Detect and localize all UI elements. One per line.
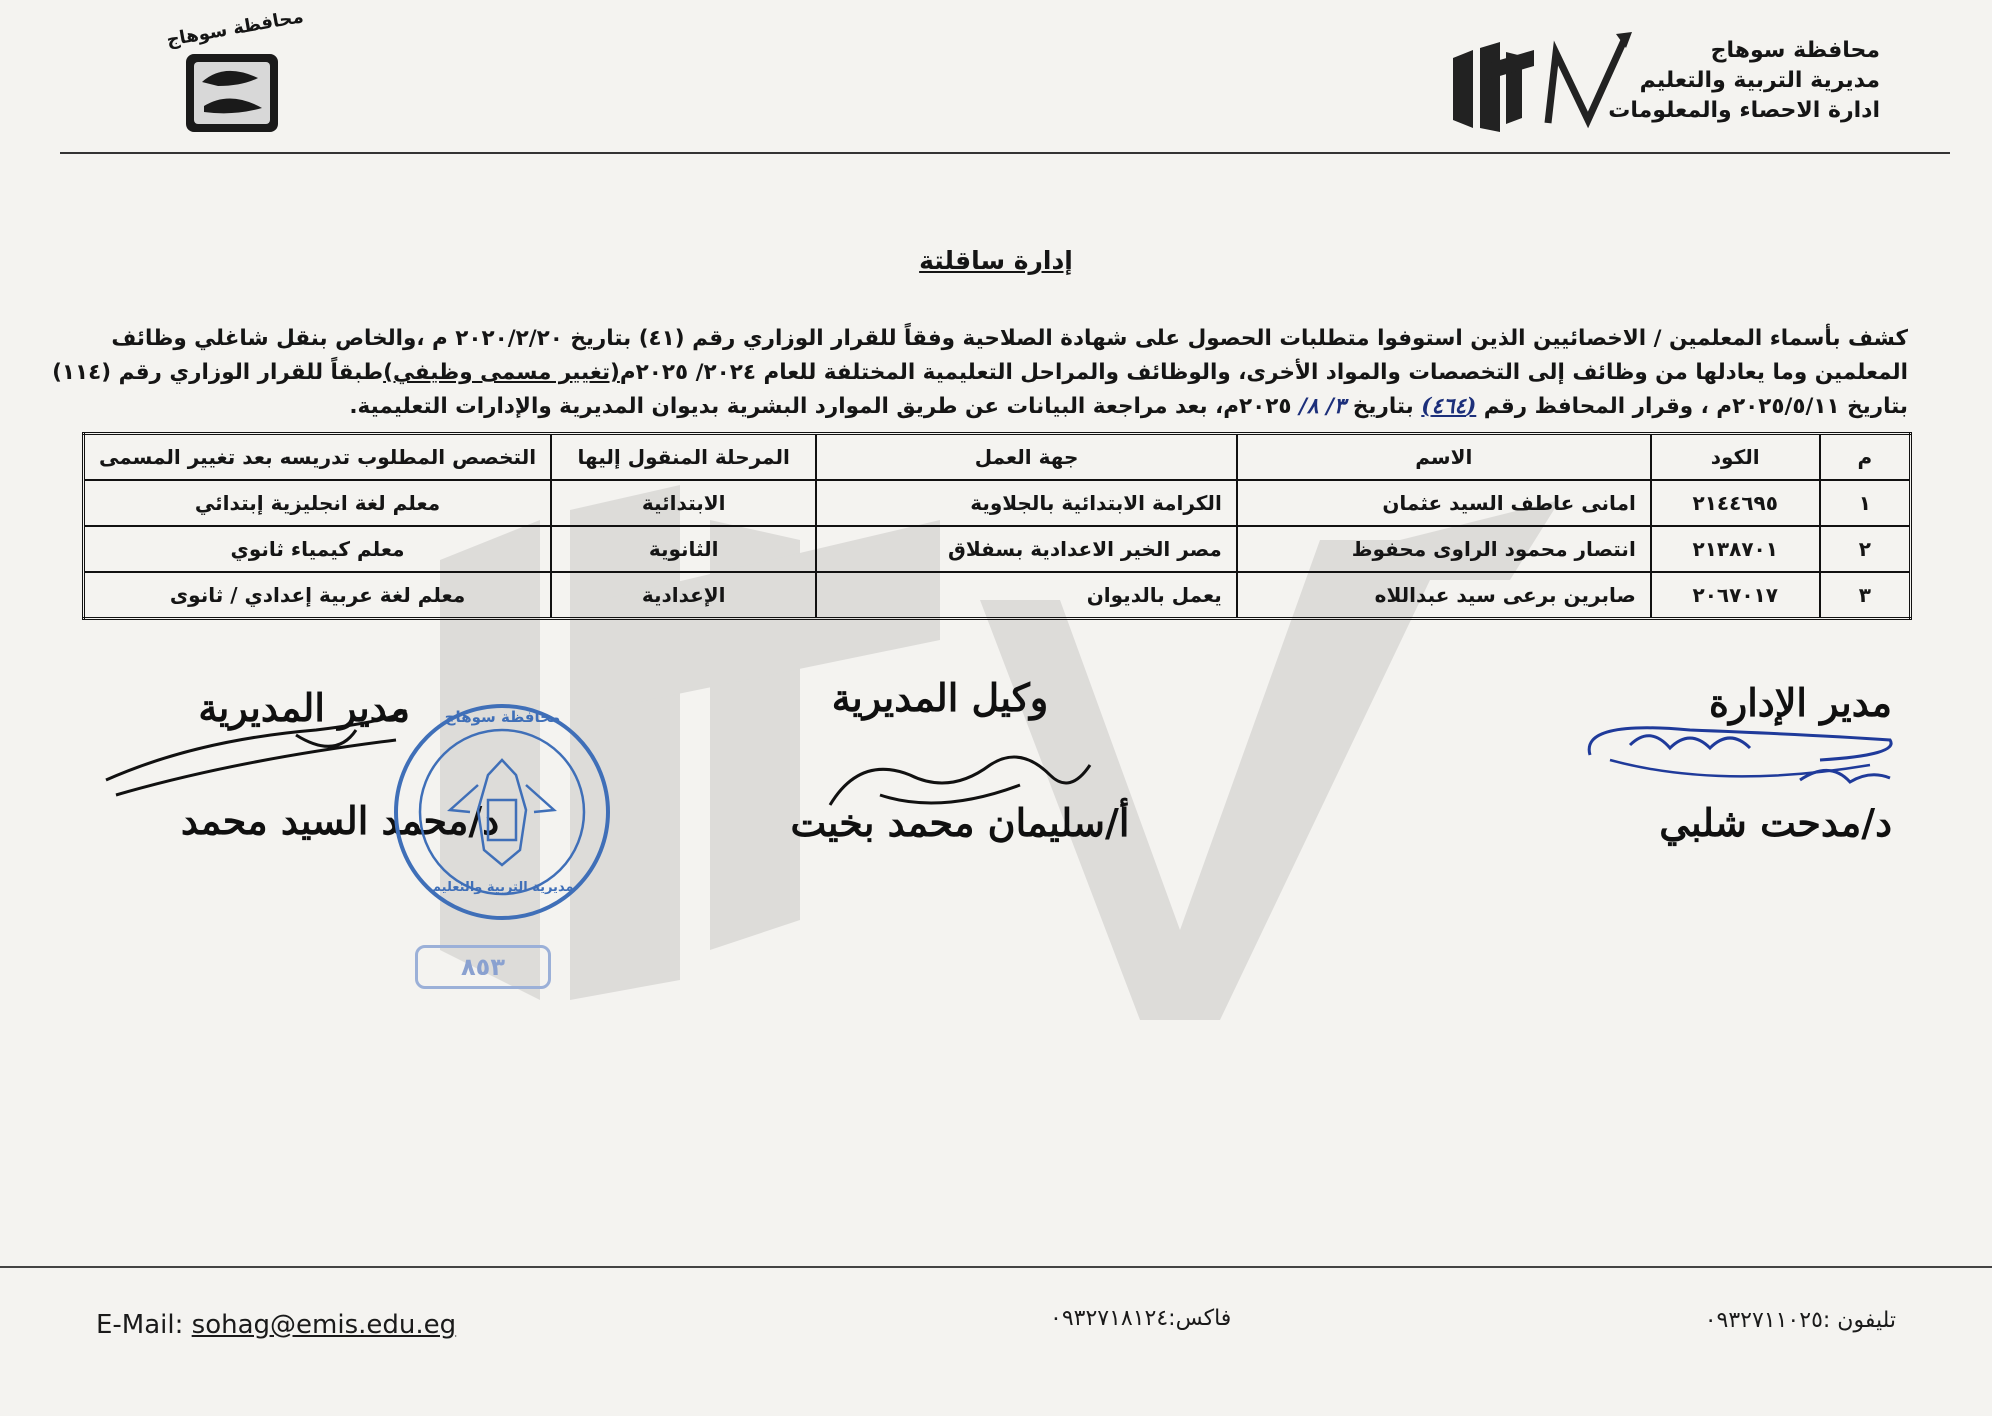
sig-center-title: وكيل المديرية	[831, 675, 1049, 720]
intro-line-2: المعلمين وما يعادلها من وظائف إلى التخصصات والمواد الأخرى، والوظائف والمراحل التعليمية المختلفة للعام ٢٠٢٤/ ٢٠٢٥م(تغيير مسمى وظيفي)طبقاً للقرار الوزاري رقم (١١٤)	[52, 360, 1908, 385]
cell-code: ٢١٣٨٧٠١	[1651, 526, 1820, 572]
cell-stage: الابتدائية	[551, 480, 816, 526]
decree-number: (٤٦٤)	[1421, 394, 1477, 419]
sig-right-name: د/مدحت شلبي	[1659, 800, 1892, 845]
sig-center-name: أ/سليمان محمد بخيت	[790, 800, 1130, 845]
footer-divider	[0, 1266, 1992, 1268]
fax-number: ٠٩٣٢٧١٨١٢٤	[1050, 1306, 1169, 1331]
cell-specialization: معلم لغة انجليزية إبتدائي	[84, 480, 552, 526]
job-title-change-highlight: (تغيير مسمى وظيفي)	[383, 360, 620, 385]
document-title: إدارة ساقلتة	[919, 246, 1073, 275]
cell-num: ٢	[1820, 526, 1911, 572]
table-header-row	[84, 434, 1911, 481]
table-row	[84, 572, 1911, 619]
cell-stage: الثانوية	[551, 526, 816, 572]
col-header-stage: المرحلة المنقول إليها	[551, 434, 816, 481]
col-header-name: الاسم	[1237, 434, 1651, 481]
emblem-caption: محافظة سوهاج	[164, 6, 306, 51]
intro-line-3: بتاريخ ٢٠٢٥/٥/١١م ، وقرار المحافظ رقم (٤٦٤) بتاريخ ٣/ ٨/ ٢٠٢٥م، بعد مراجعة البيانات عن طريق الموارد البشرية بديوان المديرية والإدارات التعليمية.	[349, 394, 1908, 419]
stamp-number: ٨٥٣	[415, 945, 551, 989]
org-header	[1580, 36, 1880, 126]
sig-left-name: د/محمد السيد محمد	[180, 798, 500, 843]
col-header-workplace: جهة العمل	[816, 434, 1237, 481]
col-header-specialization: التخصص المطلوب تدريسه بعد تغيير المسمى	[84, 434, 552, 481]
cell-name: امانى عاطف السيد عثمان	[1237, 480, 1651, 526]
cell-specialization: معلم لغة عربية إعدادي / ثانوى	[84, 572, 552, 619]
phone-label: تليفون :	[1822, 1308, 1896, 1333]
footer-email	[96, 1310, 456, 1340]
cell-workplace: مصر الخير الاعدادية بسفلاق	[816, 526, 1237, 572]
table-row	[84, 526, 1911, 572]
intro-line-1: كشف بأسماء المعلمين / الاخصائيين الذين استوفوا متطلبات الحصول على شهادة الصلاحية وفقاً للقرار الوزاري رقم (٤١) بتاريخ ٢٠٢٠/٢/٢٠ م ،والخاص بنقل شاغلي وظائف	[111, 326, 1908, 351]
phone-number: ٠٩٣٢٧١١٠٢٥	[1704, 1308, 1823, 1333]
cell-workplace: يعمل بالديوان	[816, 572, 1237, 619]
footer-fax	[1050, 1306, 1231, 1331]
footer-phone	[1705, 1308, 1896, 1333]
decree-date: ٣/ ٨/	[1299, 394, 1346, 419]
sig-right-handwriting	[1570, 700, 1910, 810]
stamp-bottom-text: مديرية التربية والتعليم	[431, 880, 574, 895]
fax-label: فاكس:	[1168, 1306, 1232, 1331]
cell-code: ٢٠٦٧٠١٧	[1651, 572, 1820, 619]
teachers-table	[82, 432, 1912, 620]
stamp-top-text: محافظة سوهاج	[444, 708, 561, 726]
email-link[interactable]: sohag@emis.edu.eg	[191, 1310, 457, 1340]
table-row	[84, 480, 1911, 526]
sig-right-title: مدير الإدارة	[1708, 680, 1892, 725]
cell-num: ١	[1820, 480, 1911, 526]
header-divider	[60, 152, 1950, 154]
col-header-code: الكود	[1651, 434, 1820, 481]
org-governorate: محافظة سوهاج	[1710, 38, 1880, 63]
sig-left-handwriting	[96, 700, 416, 810]
email-label: E-Mail:	[96, 1310, 184, 1340]
cell-num: ٣	[1820, 572, 1911, 619]
org-department: ادارة الاحصاء والمعلومات	[1608, 98, 1880, 123]
cell-workplace: الكرامة الابتدائية بالجلاوية	[816, 480, 1237, 526]
col-header-num: م	[1820, 434, 1911, 481]
intro-paragraph	[52, 322, 1908, 424]
sig-left-title: مدير المديرية	[198, 685, 410, 730]
cell-stage: الإعدادية	[551, 572, 816, 619]
cell-name: انتصار محمود الراوى محفوظ	[1237, 526, 1651, 572]
cell-name: صابرين برعى سيد عبداللاه	[1237, 572, 1651, 619]
cell-code: ٢١٤٤٦٩٥	[1651, 480, 1820, 526]
org-directorate: مديرية التربية والتعليم	[1639, 68, 1880, 93]
cell-specialization: معلم كيمياء ثانوي	[84, 526, 552, 572]
